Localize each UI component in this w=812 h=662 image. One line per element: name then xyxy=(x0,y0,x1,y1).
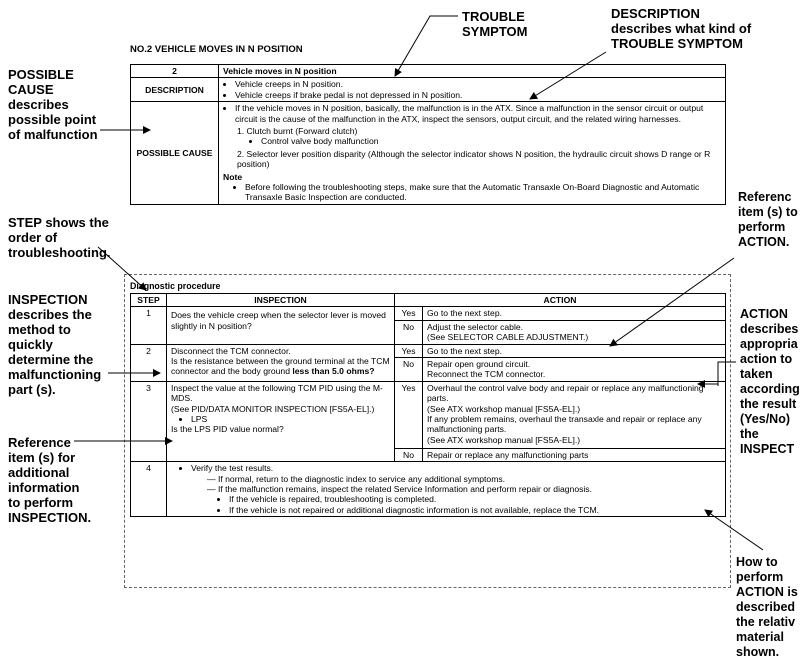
action-line: Reconnect the TCM connector. xyxy=(427,369,546,380)
header-inspection: INSPECTION xyxy=(167,294,395,307)
trouble-symptom-callout: TROUBLE SYMPTOM xyxy=(462,9,528,39)
action-line: Adjust the selector cable. xyxy=(427,321,524,332)
description-item: • Vehicle creeps if brake pedal is not depressed in N position. xyxy=(235,90,721,100)
action-line: Overhaul the control valve body and repair or replace any malfunctioning parts. xyxy=(427,382,704,404)
cause-item-1: 1. Clutch burnt (Forward clutch) xyxy=(237,126,358,137)
step-number: 2 xyxy=(131,344,167,381)
action-reference: (See ATX workshop manual [FS5A-EL].) xyxy=(427,434,581,445)
trouble-symptom-leader xyxy=(395,16,458,76)
yes-label: Yes xyxy=(395,381,423,448)
action-reference: (See ATX workshop manual [FS5A-EL].) xyxy=(427,403,581,414)
cause-intro: • If the vehicle moves in N position, basically, the malfunction is in the ATX. Since a malfunction in the sensor circuit or output circuit is the cause of the malfunction in the ATX, inspect the sensors, output circuit, and the related wiring harnesses. xyxy=(235,103,721,124)
diagnostic-procedure-title: Diagnostic procedure xyxy=(130,281,221,291)
verify-line: • Verify the test results. xyxy=(191,463,721,473)
inspection-reference: (See PID/DATA MONITOR INSPECTION [FS5A-EL].) xyxy=(171,403,375,414)
action-reference: (See SELECTOR CABLE ADJUSTMENT.) xyxy=(427,332,589,343)
cause-item-1-sub: • Control valve body malfunction xyxy=(261,136,721,146)
page-title: NO.2 VEHICLE MOVES IN N POSITION xyxy=(130,44,303,55)
no-action: Repair or replace any malfunctioning parts xyxy=(423,448,726,461)
description-label: DESCRIPTION xyxy=(131,78,219,102)
inspection-pid: • LPS xyxy=(191,414,390,424)
step-leader xyxy=(98,247,146,290)
yes-label: Yes xyxy=(395,307,423,320)
action-line: Repair open ground circuit. xyxy=(427,359,531,370)
no-label: No xyxy=(395,448,423,461)
note-label: Note xyxy=(223,171,243,182)
inspection-callout: INSPECTION describes the method to quickly determine the malfunctioning part (s). xyxy=(8,292,102,397)
action-description-leader xyxy=(698,362,736,384)
step-number: 3 xyxy=(131,381,167,461)
yes-action: Go to the next step. xyxy=(423,307,726,320)
action-description-callout: ACTION describes appropria action to taken according the result (Yes/No) the INSPECT xyxy=(740,307,800,456)
inspection-line: Disconnect the TCM connector. xyxy=(171,345,291,356)
cause-item-2: 2. Selector lever position disparity (Although the selector indicator shows N position, the hydraulic circuit shows D range or R position) xyxy=(237,148,711,170)
yes-label: Yes xyxy=(395,344,423,357)
description-callout: DESCRIPTION describes what kind of TROUBLE SYMPTOM xyxy=(611,6,752,51)
header-action: ACTION xyxy=(395,294,726,307)
reference-action-leader xyxy=(610,258,734,346)
step-callout: STEP shows the order of troubleshooting. xyxy=(8,215,111,260)
verify-line: — If normal, return to the diagnostic index to service any additional symptoms. xyxy=(207,473,506,484)
verify-line: — If the malfunction remains, inspect the related Service Information and perform repair or diagnosis. xyxy=(207,484,592,495)
reference-action-callout: Referenc item (s) to perform ACTION. xyxy=(738,190,798,249)
yes-action: Go to the next step. xyxy=(423,344,726,357)
inspection-line: Is the resistance between the ground terminal at the TCM connector and the body ground xyxy=(171,356,390,377)
symptom-number: 2 xyxy=(131,65,219,78)
header-step: STEP xyxy=(131,294,167,307)
step-number: 1 xyxy=(131,307,167,344)
inspection-criterion: less than 5.0 ohms? xyxy=(292,366,375,377)
action-line: If any problem remains, overhaul the transaxle and repair or replace any malfunctioning parts. xyxy=(427,414,702,435)
possible-cause-callout: POSSIBLE CAUSE describes possible point of malfunction xyxy=(8,67,98,142)
how-to-leader xyxy=(705,510,763,550)
inspection-line: Inspect the value at the following TCM PID using the M-MDS. xyxy=(171,382,383,404)
verify-line: • If the vehicle is not repaired or additional diagnostic information is not available, replace the TCM. xyxy=(229,505,721,515)
description-leader xyxy=(530,52,606,99)
step-number: 4 xyxy=(131,462,167,517)
symptom-title: Vehicle moves in N position xyxy=(219,65,726,78)
step-inspection: Does the vehicle creep when the selector lever is moved slightly in N position? xyxy=(167,307,395,344)
possible-cause-label: POSSIBLE CAUSE xyxy=(131,102,219,205)
inspection-question: Is the LPS PID value normal? xyxy=(171,424,284,435)
how-to-callout: How to perform ACTION is described the relativ material shown. xyxy=(736,555,798,659)
reference-inspection-callout: Reference item (s) for additional information to perform INSPECTION. xyxy=(8,435,92,525)
no-label: No xyxy=(395,358,423,382)
description-item: • Vehicle creeps in N position. xyxy=(235,79,721,89)
no-label: No xyxy=(395,320,423,344)
note-text: • Before following the troubleshooting steps, make sure that the Automatic Transaxle On-Board Diagnostic and Automatic Transaxle Basic Inspection are conducted. xyxy=(245,182,721,203)
verify-line: • If the vehicle is repaired, troubleshooting is completed. xyxy=(229,494,721,504)
